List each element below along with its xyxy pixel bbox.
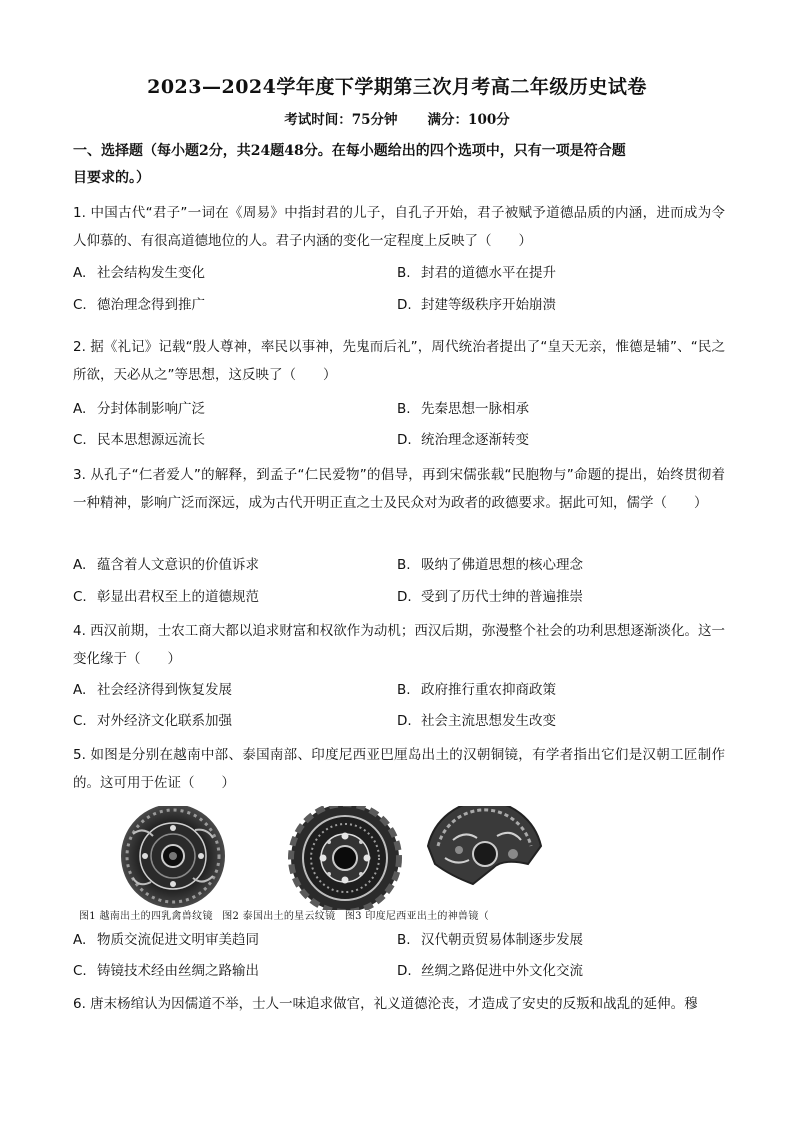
question-2-option-c: C. 民本思想源远流长 — [73, 432, 205, 448]
question-1-option-b: B. 封君的道德水平在提升 — [397, 265, 556, 281]
question-2-option-b: B. 先秦思想一脉相承 — [397, 401, 529, 417]
question-5-option-d: D. 丝绸之路促进中外文化交流 — [397, 963, 583, 979]
mirror-figure-3 — [428, 806, 541, 884]
exam-info — [0, 108, 794, 128]
question-3-option-c: C. 彰显出君权至上的道德规范 — [73, 589, 259, 605]
mirror-figure-2 — [291, 806, 399, 910]
question-6-stem: 6. 唐末杨绾认为因儒道不举，士人一味追求做官，礼义道德沦丧，才造成了安史的反叛和战乱的延伸。穆 — [73, 996, 698, 1012]
question-1-option-a: A. 社会结构发生变化 — [73, 265, 205, 281]
exam-title: 2023—2024学年度下学期第三次月考高二年级历史试卷 — [147, 76, 647, 98]
figure-caption-1: 图1 越南出土的四乳禽兽纹镜 — [79, 911, 213, 922]
question-1-option-c: C. 德治理念得到推广 — [73, 297, 205, 313]
mirror-figure-1 — [121, 806, 225, 908]
question-4-option-b: B. 政府推行重农抑商政策 — [397, 682, 556, 698]
question-2-option-d: D. 统治理念逐渐转变 — [397, 432, 529, 448]
question-2-option-a: A. 分封体制影响广泛 — [73, 401, 205, 417]
question-4-stem: 4. 西汉前期，士农工商大都以追求财富和权欲作为动机；西汉后期，弥漫整个社会的功利思想逐渐淡化。这一变化缘于（ ） — [73, 623, 725, 667]
question-4-option-d: D. 社会主流思想发生改变 — [397, 713, 556, 729]
figure-caption-3: 图3 印度尼西亚出土的神兽镜（ — [344, 911, 489, 922]
question-1-option-d: D. 封建等级秩序开始崩溃 — [397, 297, 556, 313]
exam-time: 考试时间：75分钟 — [284, 112, 398, 128]
question-4-option-a: A. 社会经济得到恢复发展 — [73, 682, 232, 698]
question-5-stem: 5. 如图是分别在越南中部、泰国南部、印度尼西亚巴厘岛出土的汉朝铜镜，有学者指出它们是汉朝工匠制作的。这可用于佐证（ ） — [73, 747, 725, 791]
section-heading — [73, 138, 723, 192]
question-1-stem: 1. 中国古代“君子”一词在《周易》中指封君的儿子，自孔子开始，君子被赋予道德品质的内涵，进而成为令人仰慕的、有很高道德地位的人。君子内涵的变化一定程度上反映了（ ） — [73, 205, 725, 249]
question-3-option-a: A. 蕴含着人文意识的价值诉求 — [73, 557, 259, 573]
figure-caption-2: 图2 泰国出土的星云纹镜 — [222, 911, 336, 922]
question-3-option-d: D. 受到了历代士绅的普遍推崇 — [397, 589, 583, 605]
section-heading-line1: 一、选择题（每小题2分，共24题48分。在每小题给出的四个选项中，只有一项是符合题 — [73, 143, 626, 159]
question-2-stem: 2. 据《礼记》记载“殷人尊神，率民以事神，先鬼而后礼”，周代统治者提出了“皇天无亲，惟德是辅”、“民之所欲，天必从之”等思想，这反映了（ ） — [73, 339, 725, 383]
section-heading-line2: 目要求的。） — [73, 170, 150, 186]
question-3-stem: 3. 从孔子“仁者爱人”的解释，到孟子“仁民爱物”的倡导，再到宋儒张载“民胞物与”命题的提出，始终贯彻着一种精神，影响广泛而深远，成为古代开明正直之士及民众对为政者的政德要求。据此可知，儒学（ ） — [73, 467, 725, 511]
figure-captions — [79, 907, 719, 922]
question-5-option-b: B. 汉代朝贡贸易体制逐步发展 — [397, 932, 583, 948]
question-3-option-b: B. 吸纳了佛道思想的核心理念 — [397, 557, 583, 573]
question-5-option-a: A. 物质交流促进文明审美趋同 — [73, 932, 259, 948]
question-4-option-c: C. 对外经济文化联系加强 — [73, 713, 232, 729]
exam-score: 满分：100分 — [427, 112, 510, 128]
bronze-mirror-figures — [73, 806, 713, 910]
question-5-option-c: C. 铸镜技术经由丝绸之路输出 — [73, 963, 259, 979]
